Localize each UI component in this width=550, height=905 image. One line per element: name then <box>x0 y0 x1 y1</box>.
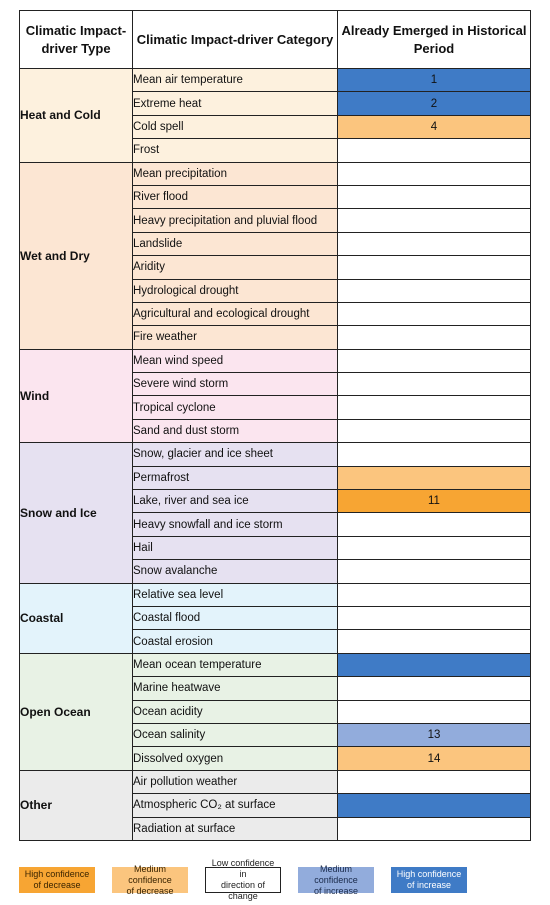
table-row <box>20 583 531 606</box>
driver-category-cell: Ocean salinity <box>133 723 338 746</box>
emergence-cell <box>338 466 531 489</box>
emergence-cell <box>338 162 531 185</box>
driver-category-cell: Cold spell <box>133 115 338 138</box>
table-row <box>20 770 531 793</box>
driver-category-cell: Extreme heat <box>133 92 338 115</box>
legend-label-line: Low confidence in <box>211 858 275 879</box>
legend-label-line: High confidence <box>24 869 90 879</box>
header-type: Climatic Impact-driver Type <box>20 11 133 69</box>
emergence-cell <box>338 139 531 162</box>
emergence-cell <box>338 583 531 606</box>
emergence-cell <box>338 560 531 583</box>
emergence-cell <box>338 349 531 372</box>
driver-category-cell: River flood <box>133 185 338 208</box>
table-header-row <box>20 11 531 69</box>
emergence-cell <box>338 419 531 442</box>
legend-label-line: Medium confidence <box>128 863 172 885</box>
table-row <box>20 349 531 372</box>
emergence-cell <box>338 630 531 653</box>
emergence-cell <box>338 513 531 536</box>
emergence-cell: 1 <box>338 69 531 92</box>
legend-item-medium-decrease <box>112 863 188 896</box>
driver-type-cell: Open Ocean <box>20 653 133 770</box>
driver-category-cell: Landslide <box>133 232 338 255</box>
emergence-cell <box>338 606 531 629</box>
emergence-cell <box>338 396 531 419</box>
emergence-cell: 13 <box>338 723 531 746</box>
legend-label <box>397 869 462 891</box>
driver-category-cell: Snow, glacier and ice sheet <box>133 443 338 466</box>
driver-category-cell: Ocean acidity <box>133 700 338 723</box>
emergence-cell <box>338 794 531 817</box>
driver-category-cell: Radiation at surface <box>133 817 338 840</box>
table-row <box>20 653 531 676</box>
emergence-cell <box>338 256 531 279</box>
driver-category-cell: Aridity <box>133 256 338 279</box>
driver-type-cell: Wind <box>20 349 133 443</box>
legend-label <box>25 869 90 891</box>
driver-category-cell: Tropical cyclone <box>133 396 338 419</box>
driver-category-cell: Snow avalanche <box>133 560 338 583</box>
emergence-cell <box>338 209 531 232</box>
legend-label-line: of decrease <box>33 880 81 890</box>
driver-category-cell: Hydrological drought <box>133 279 338 302</box>
legend-label-line: High confidence <box>396 869 462 879</box>
driver-category-cell: Mean air temperature <box>133 69 338 92</box>
driver-category-cell: Fire weather <box>133 326 338 349</box>
legend-label <box>300 864 372 897</box>
driver-category-cell: Coastal flood <box>133 606 338 629</box>
emergence-cell <box>338 817 531 840</box>
driver-type-cell: Heat and Cold <box>20 69 133 163</box>
driver-category-cell: Mean precipitation <box>133 162 338 185</box>
legend-item-high-increase <box>391 867 467 893</box>
driver-category-cell: Mean wind speed <box>133 349 338 372</box>
emergence-cell <box>338 373 531 396</box>
emergence-cell: 14 <box>338 747 531 770</box>
legend-label-line: of decrease <box>126 885 174 896</box>
legend-item-low-confidence <box>205 858 281 901</box>
legend-label-line: Medium confidence <box>314 863 358 885</box>
legend-item-high-decrease <box>19 867 95 893</box>
table-row <box>20 69 531 92</box>
driver-category-cell: Agricultural and ecological drought <box>133 302 338 325</box>
table-row <box>20 443 531 466</box>
driver-category-cell: Dissolved oxygen <box>133 747 338 770</box>
driver-category-cell: Heavy snowfall and ice storm <box>133 513 338 536</box>
emergence-cell <box>338 443 531 466</box>
driver-category-cell: Severe wind storm <box>133 373 338 396</box>
legend-label <box>114 864 186 897</box>
climatic-impact-driver-table <box>19 10 531 841</box>
header-emerged: Already Emerged in Historical Period <box>338 11 531 69</box>
legend-label <box>208 858 278 902</box>
emergence-cell <box>338 770 531 793</box>
header-category: Climatic Impact-driver Category <box>133 11 338 69</box>
emergence-cell <box>338 653 531 676</box>
emergence-cell: 4 <box>338 115 531 138</box>
driver-type-cell: Other <box>20 770 133 840</box>
legend-label-line: direction of change <box>220 880 266 901</box>
emergence-cell <box>338 677 531 700</box>
emergence-cell: 2 <box>338 92 531 115</box>
driver-category-cell: Sand and dust storm <box>133 419 338 442</box>
driver-category-cell: Heavy precipitation and pluvial flood <box>133 209 338 232</box>
emergence-cell <box>338 302 531 325</box>
driver-type-cell: Coastal <box>20 583 133 653</box>
driver-category-cell: Lake, river and sea ice <box>133 490 338 513</box>
driver-category-cell: Atmospheric CO₂ at surface <box>133 794 338 817</box>
legend-item-medium-increase <box>298 863 374 896</box>
emergence-cell <box>338 185 531 208</box>
driver-category-cell: Relative sea level <box>133 583 338 606</box>
emergence-cell: 11 <box>338 490 531 513</box>
emergence-cell <box>338 326 531 349</box>
emergence-cell <box>338 700 531 723</box>
driver-type-cell: Wet and Dry <box>20 162 133 349</box>
driver-category-cell: Mean ocean temperature <box>133 653 338 676</box>
emergence-cell <box>338 536 531 559</box>
table-row <box>20 162 531 185</box>
table-body <box>20 69 531 841</box>
emergence-cell <box>338 232 531 255</box>
legend-label-line: of increase <box>406 880 451 890</box>
legend-label-line: of increase <box>313 885 359 896</box>
driver-category-cell: Frost <box>133 139 338 162</box>
driver-type-cell: Snow and Ice <box>20 443 133 583</box>
driver-category-cell: Marine heatwave <box>133 677 338 700</box>
confidence-legend <box>19 858 484 901</box>
driver-category-cell: Hail <box>133 536 338 559</box>
emergence-cell <box>338 279 531 302</box>
driver-category-cell: Air pollution weather <box>133 770 338 793</box>
driver-category-cell: Coastal erosion <box>133 630 338 653</box>
driver-category-cell: Permafrost <box>133 466 338 489</box>
